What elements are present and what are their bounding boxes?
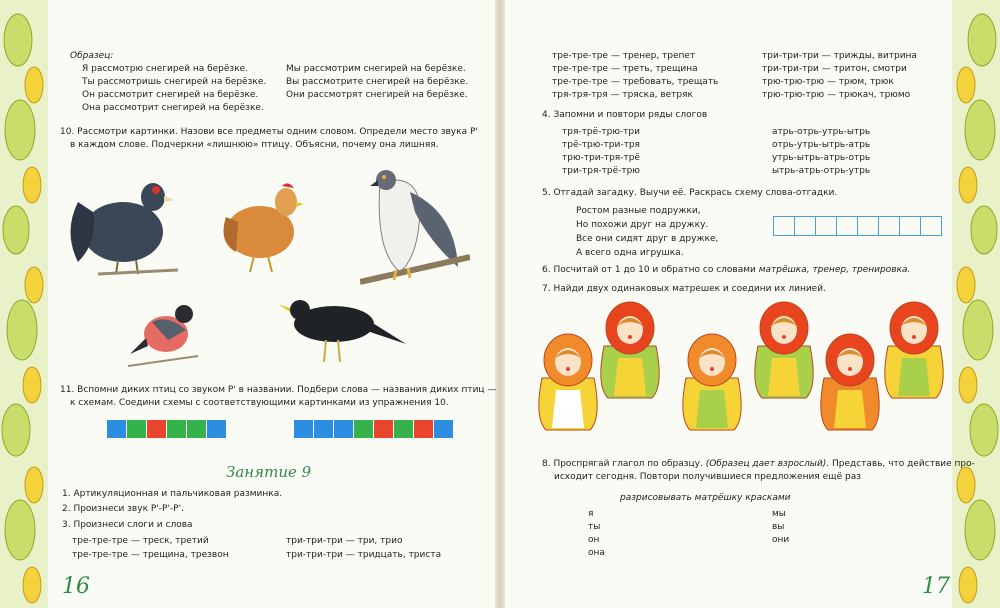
answer-cell[interactable] [899,216,921,236]
book-gutter [495,0,505,608]
answer-cell[interactable] [857,216,879,236]
pronoun: ты [588,522,601,532]
left-floral-border [0,0,48,608]
scheme-cell [434,420,454,438]
scheme-cell [334,420,354,438]
pronoun: они [772,535,790,545]
syllable-row: три-тря-трё-трю [562,166,640,176]
right-floral-border [952,0,1000,608]
syllable-words: трю-трю-трю — трюкач, трюмо [762,90,911,100]
floral-border-icon [0,0,48,608]
bullfinch-illustration [128,294,208,374]
scheme-cell [167,420,187,438]
syllable-words: три-три-три — трижды, витрина [762,51,917,61]
matryoshka-dolls-illustration[interactable] [536,298,956,438]
lesson-item: 3. Произнеси слоги и слова [62,520,193,530]
syllable-words: тре-тре-тре — тренер, трепет [552,51,696,61]
syllable-row: атрь-отрь-утрь-ытрь [772,127,871,137]
phrase-text: разрисовывать матрёшку красками [620,493,791,503]
syllable-row: тря-трё-трю-три [562,127,640,137]
hawk-illustration [360,162,470,292]
pronoun: он [588,535,600,545]
task-6-lead: 6. Посчитай от 1 до 10 и обратно со словами [542,265,759,275]
example-line: Он рассмотрит снегирей на берёзке. [82,90,259,100]
pronoun: она [588,548,605,558]
task-10-text: 10. Рассмотри картинки. Назови все предметы одним словом. Определи место звука Р' [60,127,478,137]
word-scheme-1 [107,420,227,438]
syllable-row: отрь-утрь-ытрь-атрь [772,140,871,150]
task-8-lead: 8. Проспрягай глагол по образцу. [542,459,706,469]
matryoshka-doll[interactable] [683,334,741,430]
capercaillie-illustration [58,162,188,282]
task-8-text [542,458,975,470]
syllable-row: трю-три-тря-трё [562,153,640,163]
riddle-line: Ростом разные подружки, [576,206,701,216]
matryoshka-doll[interactable] [601,302,659,398]
page-number-right: 17 [922,574,950,599]
riddle-line: А всего одна игрушка. [576,248,684,258]
riddle-line: Все они сидят друг в дружке, [576,234,719,244]
pronoun: я [588,509,594,519]
scheme-cell [127,420,147,438]
lesson-item: 1. Артикуляционная и пальчиковая разминка. [62,489,283,499]
scheme-cell [314,420,334,438]
scheme-cell [294,420,314,438]
floral-border-icon [952,0,1000,608]
syllable-row: трё-трю-три-тря [562,140,640,150]
starling-illustration [278,292,408,372]
pronoun: вы [772,522,785,532]
scheme-cell [354,420,374,438]
task-11-text: к схемам. Соедини схемы с соответствующими картинками из упражнения 10. [70,398,449,408]
example-line: Они рассмотрят снегирей на берёзке. [286,90,468,100]
answer-cell[interactable] [836,216,858,236]
scheme-cell [394,420,414,438]
scheme-cell [147,420,167,438]
syllable-words: три-три-три — три, трио [286,536,403,546]
matryoshka-doll[interactable] [885,302,943,398]
answer-cell[interactable] [794,216,816,236]
syllable-words: тре-тре-тре — трещина, трезвон [72,550,229,560]
example-line: Вы рассмотрите снегирей на берёзке. [286,77,469,87]
example-label: Образец: [70,51,114,61]
task-6-words: матрёшка, тренер, тренировка. [758,265,911,275]
scheme-cell [374,420,394,438]
matryoshka-doll[interactable] [539,334,597,430]
syllable-words: тря-тря-тря — тряска, ветряк [552,90,693,100]
task-6-text [542,264,910,276]
syllable-words: тре-тре-тре — требовать, трещать [552,77,719,87]
syllable-words: три-три-три — тритон, смотри [762,64,907,74]
matryoshka-doll[interactable] [821,334,879,430]
syllable-words: трю-трю-трю — трюм, трюк [762,77,894,87]
matryoshka-doll[interactable] [755,302,813,398]
example-line: Я рассмотрю снегирей на берёзке. [82,64,249,74]
syllable-words: тре-тре-тре — треск, третий [72,536,209,546]
task-11-text: 11. Вспомни диких птиц со звуком Р' в названии. Подбери слова — названия диких птиц — [60,385,497,395]
scheme-cell [414,420,434,438]
example-line: Мы рассмотрим снегирей на берёзке. [286,64,466,74]
task-5-text: 5. Отгадай загадку. Выучи её. Раскрась схему слова-отгадки. [542,188,838,198]
scheme-cell [107,420,127,438]
scheme-cell [187,420,207,438]
riddle-line: Но похожи друг на дружку. [576,220,709,230]
task-8-text: исходит сегодня. Повтори получившиеся предложения ещё раз [554,472,861,482]
hen-illustration [218,172,308,282]
answer-word-scheme[interactable] [774,216,942,236]
task-4-text: 4. Запомни и повтори ряды слогов [542,110,708,120]
example-line: Ты рассмотришь снегирей на берёзке. [82,77,267,87]
word-scheme-2 [294,420,454,438]
syllable-words: тре-тре-тре — треть, трещина [552,64,698,74]
answer-cell[interactable] [815,216,837,236]
lesson-item: 2. Произнеси звук Р'-Р'-Р'. [62,504,184,514]
syllable-row: ытрь-атрь-отрь-утрь [772,166,871,176]
scheme-cell [207,420,227,438]
page-number-left: 16 [62,574,90,599]
task-10-text: в каждом слове. Подчеркни «лишнюю» птицу. Объясни, почему она лишняя. [70,140,439,150]
answer-cell[interactable] [920,216,942,236]
task-8-note: (Образец дает взрослый). [705,459,830,469]
task-8-tail: Представь, что действие про- [829,459,975,469]
answer-cell[interactable] [878,216,900,236]
syllable-words: три-три-три — тридцать, триста [286,550,442,560]
task-7-text: 7. Найди двух одинаковых матрешек и соедини их линией. [542,284,826,294]
answer-cell[interactable] [773,216,795,236]
syllable-row: утрь-ытрь-атрь-отрь [772,153,871,163]
example-line: Она рассмотрит снегирей на берёзке. [82,103,264,113]
lesson-title: Занятие 9 [226,463,312,481]
pronoun: мы [772,509,786,519]
